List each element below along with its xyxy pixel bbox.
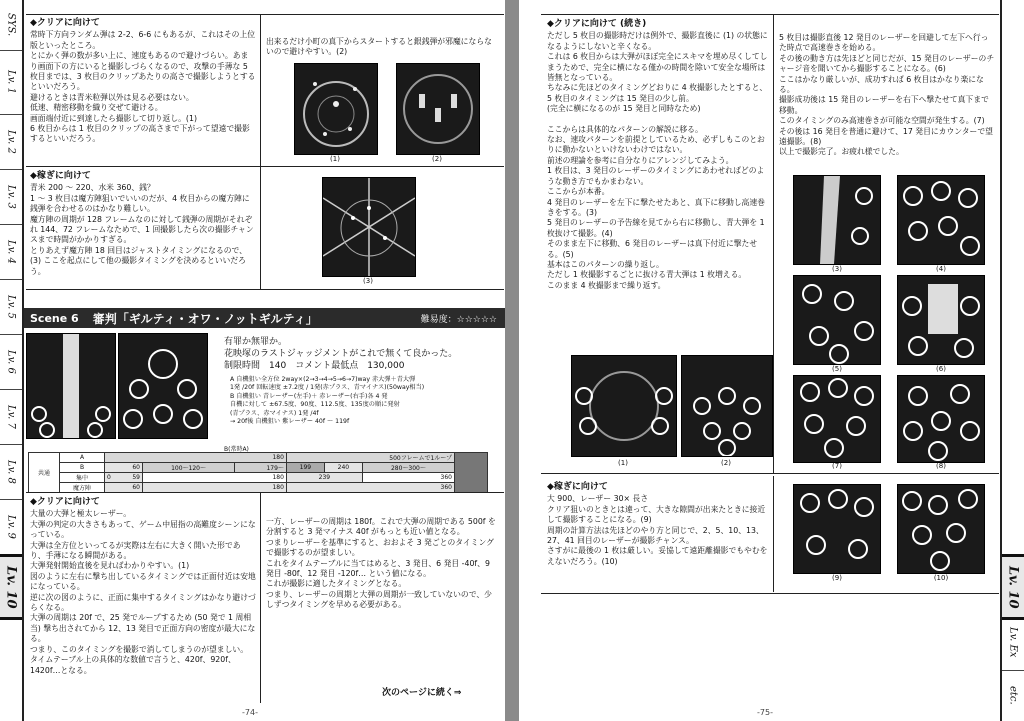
right-page — [519, 0, 1024, 721]
page-number: -75- — [757, 708, 773, 717]
next-page-link[interactable]: 次のページに続く⇒ — [382, 688, 462, 698]
tab-lv9[interactable]: Lv. 9 — [0, 499, 22, 555]
tab-etc[interactable]: etc. — [1002, 670, 1024, 721]
scene-number: Scene 6 — [30, 311, 79, 325]
clear-section-2: ◆クリアに向けて 大量の大弾と極太レーザー。 大弾の判定の大きさもあって、ゲーム中屈指の高難度シーンになっている。 大弾は全方位といってるが実際は左右に大きく開いた形であり、手薄になる瞬間がある。 大弾発射開始直後を見ればわかりやすい。(1) 図のように左右に撃ち出しているタイミングでは正面付近は安地になっている。 逆に次の図のように、正面に集中するタイミングはかなり避けづらくなる。 大弾の周期は 20f で、25 発でループするため (50 発で 1 周相当) 撃ち出されてから 12、13 発目で正面方向の密度が最大になる。 つまり、このタイミングを撮影で消してしまうのが望ましい。 タイムテーブル上の具体的な数値で言うと、420f、920f、1420f…となる。 一方、レーザーの周期は 180f。これで大弾の周期である 500f を分割すると 3 発マイナス 40f がもっとも近い値となる。 つまりレーザーを基準にすると、おおよそ 3 発ごとのタイミングで撮影するのが望ましい。 これをタイムテーブルに当てはめると、3 発目、6 発目 -40f、9 発目 -80f、12 発目 -120f… という値になる。 これが撮影に適したタイミングとなる。 つまり、レーザーの周期と大弾の周期が一致していないので、少しずつタイミングを早める必要がある。 次のページに続く⇒ — [26, 492, 504, 702]
tab-sys[interactable]: SYS. — [0, 0, 22, 51]
chapter-tabs — [0, 0, 24, 721]
clear-section: ◆クリアに向けて 常時下方向ランダム弾は 2-2、6-6 にもあるが、これはその上位版といったところ。 とにかく弾の数が多い上に、速度もあるので避けづらい。あまり画面下の方にいると撮影しづらくなるので、攻撃の手薄な 5 枚目までは、3 枚目のクリップあたりの高さで撮影しようとするといいだろう。 避けるときは青米粒弾以外は見る必要はない。 低速、精密移動を織り交ぜて避ける。 画面端付近に到達したら撮影して切り返し。(1) 6 枚目からは 1 枚目のクリップの高さまで下がって望遠で撮影するといいだろう。 出来るだけ小町の真下からスタートすると銀銭弾が邪魔にならないので避けやすい。(2) (1) (2) — [26, 14, 504, 166]
earn-section: ◆稼ぎに向けて 大 900、レーザー 30× 長さ クリア狙いのときとは違って、大きな隙間が出来たときに接近して撮影することになる。(9) 周期の計算方法は先ほどのやり方と同じで、2、5、10、13、27、41 回目のレーザーが撮影チャンス。 さすがに最後の 1 枚は厳しい。妥協して遠距離撮影でもやむをえないだろう。(10) (9) (10) — [541, 476, 999, 594]
clear-right-text: 出来るだけ小町の真下からスタートすると銀銭弾が邪魔にならないので避けやすい。(2) — [266, 37, 492, 57]
tab-lv7[interactable]: Lv. 7 — [0, 389, 22, 445]
pattern-list: A 自機狙い全方位 2way×(2→3→4→5→6→7)way 赤大弾＋青大弾 1発 /20f 回転速度 ±7.2度 / 1発(赤プラス、青マイナス)(50way相当) B 自機狙い 青レーザー(左手)＋ 赤レーザー(右手)各 4 発 自機に対して ±67.5度、90度、112.5度、135度の順に発射 (青プラス、赤マイナス) 1発 /4f → 20f後 自機狙い 紫レーザー 40f ～ 119f — [230, 376, 425, 426]
timeline-header: B(常時A) — [224, 446, 249, 453]
screenshot-5 — [793, 275, 881, 365]
screenshot-8 — [897, 375, 985, 463]
section-heading: ◆クリアに向けて — [30, 18, 100, 28]
section-heading: ◆クリアに向けて — [30, 497, 100, 507]
screenshot-6 — [897, 275, 985, 365]
left-page — [0, 0, 505, 721]
tab-lv1[interactable]: Lv. 1 — [0, 50, 22, 115]
screenshot-1 — [294, 63, 378, 155]
section-heading: ◆稼ぎに向けて — [30, 171, 91, 181]
clear-continued-section: ◆クリアに向けて (続き) ただし 5 枚目の撮影時だけは例外で、撮影直後に (1) の状態になるようにしないと辛くなる。 これは 6 枚目からは大弾がほぼ完全にスキマを埋め尽くしてしまうためで、完全に横になる僅かの時間を除いて安全な場所は皆無となっている。 ちなみに先ほどのタイミングどおりに 4 枚撮影したとすると、5 枚目のタイミングは 15 発目の少し前。 (完全に横になるのが 15 発目と同時なため) ここからは具体的なパターンの解説に移る。 なお、速攻パターンを前提としているため、必ずしもこのとおりに動かないといけないわけではない。 前述の理論を参考に自分なりにアレンジしてみよう。 1 枚目は、3 発目のレーザーのタイミングにあわせればどのような動き方でもかまわない。 ここからが本番。 4 発目のレーザーを左下に撃たせたあと、真下に移動し高速巻きをする。(3) 5 発目のレーザーの予告線を見てから右に移動し、青大弾を 1 枚抜けて撮影。(4) そのまま左下に移動、6 発目のレーザーは真下付近に撃たせる。(5) 基本はこのパターンの繰り返し。 ただし 1 枚撮影するごとに抜ける青大弾は 1 枚増える。 このまま 4 枚撮影まで繰り返す。 5 枚目は撮影直後 12 発目のレーザーを回避して左下へ行った時点で高速巻きを始める。 その後の動き方は先ほどと同じだが、15 発目のレーザーのチャージ音を聞いてから撮影することになる。(6) ここはかなり厳しいが、成功すれば 6 枚目はかなり楽になる。 撮影成功後は 15 発目のレーザーを右下へ撃たせて真下まで移動。 このタイミングのみ高速巻きが可能な空間が発生する。(7) その後は 16 発目を普通に避けて、17 発目にカウンターで望遠撮影。(8) 以上で撮影完了。お疲れ様でした。 (1) (2) (3) (4) (5) (6) (7) (8) — [541, 14, 999, 474]
tab-lv10[interactable]: Lv. 10 — [1002, 554, 1024, 620]
tab-lv10[interactable]: Lv. 10 — [0, 554, 22, 620]
section-heading: ◆クリアに向けて (続き) — [547, 19, 647, 29]
page-number: -74- — [242, 708, 258, 717]
tab-lvex[interactable]: Lv. Ex — [1002, 614, 1024, 671]
screenshot-7 — [793, 375, 881, 463]
chapter-tabs — [1000, 0, 1024, 721]
screenshot-2 — [396, 63, 480, 155]
scene-info: 有罪か無罪か。 花映塚のラストジャッジメントがこれで無くて良かった。 制限時間 140 コメント最低点 130,000 — [224, 337, 458, 371]
scene-title-bar — [24, 308, 505, 328]
screenshot-3 — [322, 177, 416, 277]
screenshot-1 — [571, 355, 677, 457]
tab-lv6[interactable]: Lv. 6 — [0, 334, 22, 390]
screenshot-4 — [897, 175, 985, 265]
scene-thumb-1 — [26, 333, 116, 439]
screenshot-3 — [793, 175, 881, 265]
section-heading: ◆稼ぎに向けて — [547, 482, 608, 492]
scene-thumb-2 — [118, 333, 208, 439]
earn-section: ◆稼ぎに向けて 青米 200 ～ 220、水米 360、銭？ 1 ～ 3 枚目は魔方陣狙いでいいのだが、4 枚目からの魔方陣に銭弾を合わせるのはかなり難しい。 魔方陣の周期が 128 フレームなのに対して銭弾の周期がそれぞれ 144、72 フレームなためで、1 回撮影したら次の撮影チャンスまで時間がかかりすぎる。 とりあえず魔方陣 18 回目はジャストタイミングになるので、(3) ここを起点にして他の撮影タイミングを決めるといいだろう。 (3) — [26, 166, 504, 290]
screenshot-2 — [681, 355, 773, 457]
tab-lv8[interactable]: Lv. 8 — [0, 444, 22, 500]
difficulty: 難易度：☆☆☆☆☆ — [420, 314, 497, 325]
left-body — [24, 0, 505, 721]
scene-title: 審判「ギルティ・オワ・ノットギルティ」 — [92, 311, 318, 326]
timeline-table: 共通 A 180 500フレームで1ループ B 60 100～120～ 179～ 199 240 280～300～ 集中 0 59 180 239 360 魔方陣 60 180 360 — [28, 452, 488, 493]
screenshot-10 — [897, 484, 985, 574]
right-body — [519, 0, 1000, 721]
tab-lv2[interactable]: Lv. 2 — [0, 114, 22, 170]
tab-lv3[interactable]: Lv. 3 — [0, 169, 22, 225]
tab-lv4[interactable]: Lv. 4 — [0, 224, 22, 280]
tab-lv5[interactable]: Lv. 5 — [0, 279, 22, 335]
screenshot-9 — [793, 484, 881, 574]
